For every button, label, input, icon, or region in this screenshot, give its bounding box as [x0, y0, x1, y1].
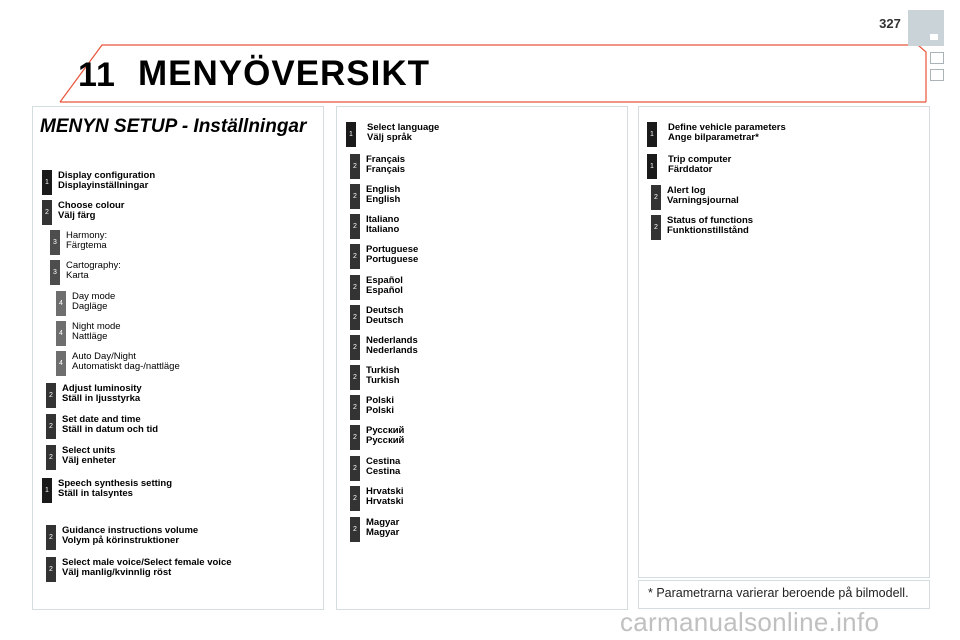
item-label-en: Choose colour: [58, 200, 125, 211]
item-label-sv: Dagläge: [72, 301, 108, 312]
item-label-en: Hrvatski: [366, 486, 404, 497]
item-label-en: Guidance instructions volume: [62, 525, 199, 536]
item-label-en: Select male voice/Select female voice: [62, 557, 232, 568]
level-badge: 2: [350, 365, 360, 390]
section-title: MENYN SETUP - Inställningar: [40, 116, 307, 137]
level-badge: 4: [56, 321, 66, 346]
watermark: carmanualsonline.info: [620, 607, 880, 637]
level-badge: 2: [350, 456, 360, 481]
item-label-sv: Nattläge: [72, 331, 108, 342]
level-badge: 2: [46, 525, 56, 550]
level-badge: 2: [46, 445, 56, 470]
item-label-sv: Portuguese: [366, 254, 419, 265]
level-badge: 2: [350, 517, 360, 542]
item-label-en: Define vehicle parameters: [668, 122, 786, 133]
level-badge: 2: [42, 200, 52, 225]
level-badge: 2: [350, 275, 360, 300]
level-badge: 2: [46, 557, 56, 582]
item-label-en: Display configuration: [58, 170, 156, 181]
item-label-en: Français: [366, 154, 406, 165]
item-label-sv: Displayinställningar: [58, 180, 149, 191]
item-label-en: Nederlands: [366, 335, 418, 346]
item-label-sv: Polski: [366, 405, 394, 416]
level-badge: 2: [350, 395, 360, 420]
level-badge: 1: [42, 170, 52, 195]
item-label-sv: Färddator: [668, 164, 713, 175]
level-badge: 2: [350, 184, 360, 209]
level-badge: 4: [56, 291, 66, 316]
level-badge: 1: [42, 478, 52, 503]
level-badge: 2: [46, 414, 56, 439]
level-badge: 2: [350, 305, 360, 330]
item-label-sv: Русский: [366, 435, 405, 446]
level-badge: 2: [651, 185, 661, 210]
level-badge: 1: [647, 122, 657, 147]
item-label-en: Cestina: [366, 456, 401, 467]
item-label-sv: Varningsjournal: [667, 195, 739, 206]
item-label-sv: Färgtema: [66, 240, 107, 251]
item-label-en: Night mode: [72, 321, 121, 332]
page-corner-tab: [908, 10, 944, 46]
item-label-en: Select units: [62, 445, 116, 456]
item-label-en: Status of functions: [667, 215, 754, 226]
item-label-sv: Français: [366, 164, 406, 175]
item-label-sv: Italiano: [366, 224, 400, 235]
level-badge: 1: [647, 154, 657, 179]
item-label-en: Italiano: [366, 214, 400, 225]
item-label-sv: Español: [366, 285, 403, 296]
level-badge: 3: [50, 230, 60, 255]
item-label-sv: Ange bilparametrar*: [668, 132, 759, 143]
item-label-en: Day mode: [72, 291, 116, 302]
item-label-sv: Ställ in datum och tid: [62, 424, 159, 435]
level-badge: 2: [350, 335, 360, 360]
item-label-en: Trip computer: [668, 154, 732, 165]
level-badge: 2: [350, 154, 360, 179]
item-label-sv: Välj manlig/kvinnlig röst: [62, 567, 172, 578]
item-label-sv: Hrvatski: [366, 496, 404, 507]
nav-square-icon: [930, 69, 944, 81]
item-label-en: Español: [366, 275, 403, 286]
item-label-sv: Välj färg: [58, 210, 96, 221]
item-label-sv: Välj enheter: [62, 455, 116, 466]
item-label-en: Cartography:: [66, 260, 121, 271]
item-label-en: Portuguese: [366, 244, 419, 255]
item-label-sv: English: [366, 194, 401, 205]
chapter-number: 11: [78, 56, 116, 94]
item-label-sv: Cestina: [366, 466, 401, 477]
level-badge: 4: [56, 351, 66, 376]
item-label-sv: Volym på körinstruktioner: [62, 535, 180, 546]
item-label-sv: Nederlands: [366, 345, 418, 356]
nav-square-icon: [930, 52, 944, 64]
item-label-sv: Ställ in ljusstyrka: [62, 393, 141, 404]
item-label-en: Auto Day/Night: [72, 351, 136, 362]
item-label-sv: Ställ in talsyntes: [58, 488, 133, 499]
item-label-en: Русский: [366, 425, 405, 436]
level-badge: 2: [651, 215, 661, 240]
item-label-en: Deutsch: [366, 305, 404, 316]
level-badge: 2: [350, 425, 360, 450]
item-label-en: Select language: [367, 122, 440, 133]
footnote: * Parametrarna varierar beroende på bilmodell.: [648, 586, 909, 600]
item-label-sv: Magyar: [366, 527, 400, 538]
item-label-en: Speech synthesis setting: [58, 478, 173, 489]
item-label-en: English: [366, 184, 401, 195]
level-badge: 2: [350, 244, 360, 269]
item-label-sv: Deutsch: [366, 315, 404, 326]
item-label-en: Alert log: [667, 185, 706, 196]
level-badge: 2: [350, 486, 360, 511]
item-label-sv: Välj språk: [367, 132, 412, 143]
item-label-sv: Funktionstillstånd: [667, 225, 749, 236]
item-label-sv: Turkish: [366, 375, 400, 386]
item-label-sv: Automatiskt dag-/nattläge: [72, 361, 180, 372]
page-number: 327: [879, 16, 901, 31]
right-panel: [638, 106, 930, 578]
chapter-title: MENYÖVERSIKT: [138, 54, 431, 93]
level-badge: 1: [346, 122, 356, 147]
item-label-en: Magyar: [366, 517, 400, 528]
item-label-en: Turkish: [366, 365, 400, 376]
item-label-en: Harmony:: [66, 230, 108, 241]
item-label-sv: Karta: [66, 270, 89, 281]
level-badge: 3: [50, 260, 60, 285]
item-label-en: Adjust luminosity: [62, 383, 142, 394]
item-label-en: Polski: [366, 395, 394, 406]
level-badge: 2: [46, 383, 56, 408]
item-label-en: Set date and time: [62, 414, 141, 425]
level-badge: 2: [350, 214, 360, 239]
